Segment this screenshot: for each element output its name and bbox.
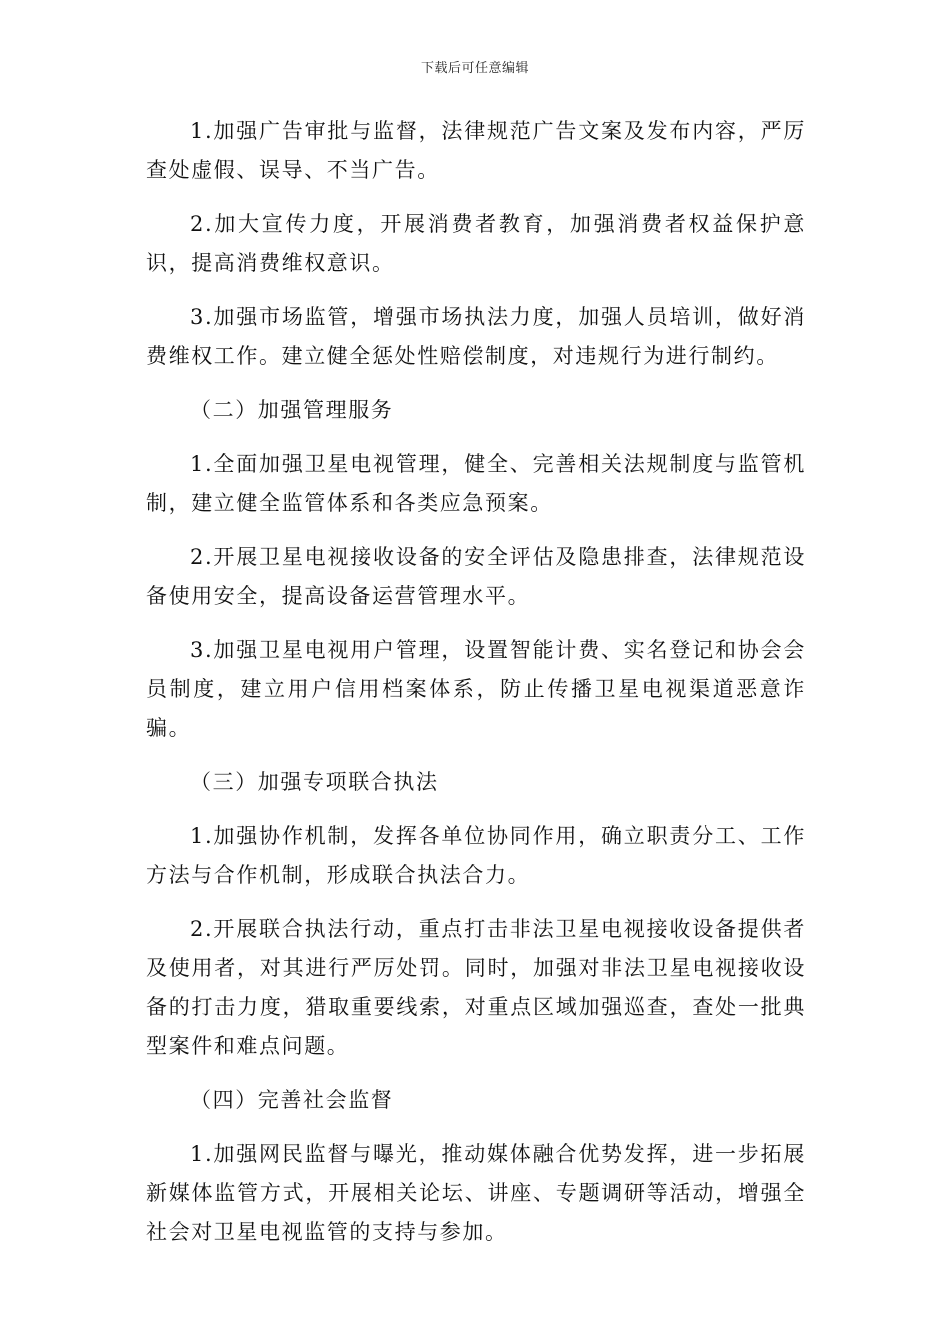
page-header-note: 下载后可任意编辑 <box>420 61 529 76</box>
paragraph-consumer-education: 2.加大宣传力度，开展消费者教育，加强消费者权益保护意识，提高消费维权意识。 <box>146 212 806 275</box>
paragraph-equipment-safety: 2.开展卫星电视接收设备的安全评估及隐患排查，法律规范设备使用安全，提高设备运营管理水平。 <box>146 545 806 608</box>
section-heading-joint-enforcement: （三）加强专项联合执法 <box>190 770 439 794</box>
paragraph-ad-supervision: 1.加强广告审批与监督，法律规范广告文案及发布内容，严厉查处虚假、误导、不当广告。 <box>146 119 806 182</box>
section-heading-social-supervision: （四）完善社会监督 <box>190 1088 394 1112</box>
paragraph-satellite-tv-management: 1.全面加强卫星电视管理，健全、完善相关法规制度与监管机制，建立健全监管体系和各类应急预案。 <box>146 452 806 515</box>
document-body <box>146 112 806 1267</box>
section-heading-management-service: （二）加强管理服务 <box>190 398 394 422</box>
paragraph-cooperation-mechanism: 1.加强协作机制，发挥各单位协同作用，确立职责分工、工作方法与合作机制，形成联合执法合力。 <box>146 824 806 887</box>
paragraph-enforcement-action: 2.开展联合执法行动，重点打击非法卫星电视接收设备提供者及使用者，对其进行严厉处罚。同时，加强对非法卫星电视接收设备的打击力度，猎取重要线索，对重点区域加强巡查，查处一批典型案件和难点问题。 <box>146 917 806 1058</box>
paragraph-user-management: 3.加强卫星电视用户管理，设置智能计费、实名登记和协会会员制度，建立用户信用档案体系，防止传播卫星电视渠道恶意诈骗。 <box>146 638 806 740</box>
paragraph-netizen-supervision: 1.加强网民监督与曝光，推动媒体融合优势发挥，进一步拓展新媒体监管方式，开展相关论坛、讲座、专题调研等活动，增强全社会对卫星电视监管的支持与参加。 <box>146 1142 806 1244</box>
paragraph-market-supervision: 3.加强市场监管，增强市场执法力度，加强人员培训，做好消费维权工作。建立健全惩处性赔偿制度，对违规行为进行制约。 <box>146 305 806 368</box>
